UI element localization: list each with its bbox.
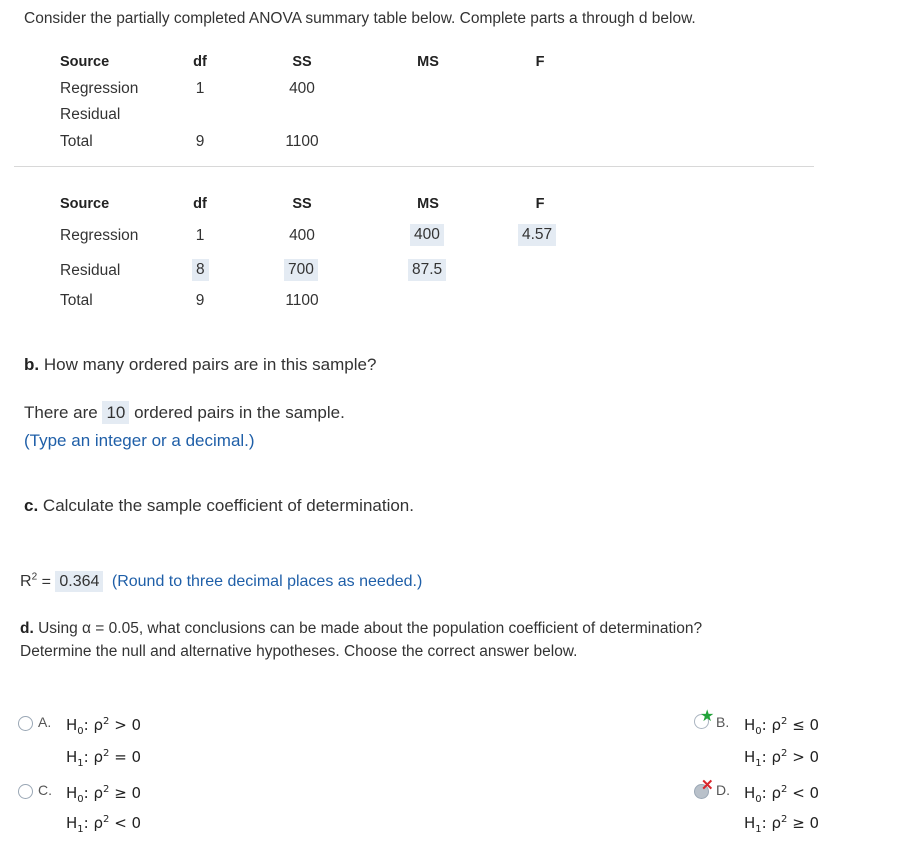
row-regression-df: 1 bbox=[195, 80, 205, 97]
option-c-h1: $H_1$: $\rho^2 < 0$ bbox=[66, 814, 142, 835]
header-source: Source bbox=[60, 196, 110, 212]
row-total-ss: 1100 bbox=[285, 133, 319, 150]
answer-ss-residual[interactable]: 700 bbox=[284, 259, 318, 281]
option-a-h0: $H_0$: $\rho^2 > 0$ bbox=[66, 716, 142, 737]
part-d-label: d. bbox=[20, 620, 34, 637]
part-d-line2: Determine the null and alternative hypotheses. Choose the correct answer below. bbox=[20, 643, 578, 660]
part-c-hint: (Round to three decimal places as needed.) bbox=[111, 573, 423, 591]
option-c-h0: $H_0$: $\rho^2 \ge 0$ bbox=[66, 784, 142, 805]
header-ms: MS bbox=[417, 196, 439, 212]
part-c-label: c. bbox=[24, 496, 39, 515]
radio-option-c[interactable] bbox=[18, 784, 33, 799]
correct-star-icon: ★ bbox=[700, 708, 715, 725]
row-total-df: 9 bbox=[195, 292, 205, 309]
option-a-letter: A. bbox=[38, 714, 52, 730]
option-d-h1: $H_1$: $\rho^2 \ge 0$ bbox=[744, 814, 820, 835]
answer-ms-residual[interactable]: 87.5 bbox=[408, 259, 446, 281]
option-a-h1: $H_1$: $\rho^2 = 0$ bbox=[66, 748, 142, 769]
header-f: F bbox=[535, 54, 545, 70]
header-df: df bbox=[193, 54, 207, 70]
row-regression-df: 1 bbox=[195, 227, 205, 244]
part-b-text: How many ordered pairs are in this sample? bbox=[43, 355, 377, 374]
option-b-h0: $H_0$: $\rho^2 \le 0$ bbox=[744, 716, 820, 737]
header-ss: SS bbox=[292, 54, 312, 70]
option-b-letter: B. bbox=[716, 714, 730, 730]
part-b-answer[interactable]: 10 bbox=[102, 401, 129, 424]
row-residual-source: Residual bbox=[60, 106, 121, 123]
header-ss: SS bbox=[292, 196, 312, 212]
part-c-answer-line bbox=[20, 572, 422, 591]
part-c-answer[interactable]: 0.364 bbox=[55, 571, 103, 592]
row-residual-source: Residual bbox=[60, 262, 121, 279]
row-total-ss: 1100 bbox=[285, 292, 319, 309]
option-c-letter: C. bbox=[38, 782, 52, 798]
part-b-question bbox=[24, 355, 376, 375]
option-d-h0: $H_0$: $\rho^2 < 0$ bbox=[744, 784, 820, 805]
divider bbox=[14, 166, 814, 167]
option-d-letter: D. bbox=[716, 782, 730, 798]
radio-option-a[interactable] bbox=[18, 716, 33, 731]
row-regression-source: Regression bbox=[60, 80, 139, 97]
r-squared-symbol: $R^2$ bbox=[20, 572, 38, 591]
part-b-hint: (Type an integer or a decimal.) bbox=[24, 431, 255, 450]
part-d-line1: Using α = 0.05, what conclusions can be made about the population coefficient of determination? bbox=[38, 620, 703, 637]
incorrect-x-icon: ✕ bbox=[701, 777, 714, 794]
answer-ms-regression[interactable]: 400 bbox=[410, 224, 444, 246]
header-source: Source bbox=[60, 54, 110, 70]
equals-sign: = bbox=[41, 573, 51, 591]
part-d-question bbox=[20, 620, 702, 638]
row-regression-source: Regression bbox=[60, 227, 139, 244]
part-c-text: Calculate the sample coefficient of determination. bbox=[42, 496, 414, 515]
part-b-prefix: There are bbox=[24, 403, 98, 422]
option-b-h1: $H_1$: $\rho^2 > 0$ bbox=[744, 748, 820, 769]
row-total-source: Total bbox=[60, 133, 93, 150]
row-total-source: Total bbox=[60, 292, 93, 309]
part-c-question bbox=[24, 496, 414, 516]
header-df: df bbox=[193, 196, 207, 212]
header-ms: MS bbox=[417, 54, 439, 70]
row-regression-ss: 400 bbox=[289, 227, 315, 244]
part-b-suffix: ordered pairs in the sample. bbox=[134, 403, 345, 422]
answer-f-regression[interactable]: 4.57 bbox=[518, 224, 556, 246]
part-b-answer-line bbox=[24, 403, 345, 423]
header-f: F bbox=[535, 196, 545, 212]
row-total-df: 9 bbox=[195, 133, 205, 150]
part-b-label: b. bbox=[24, 355, 40, 374]
row-regression-ss: 400 bbox=[289, 80, 315, 97]
answer-df-residual[interactable]: 8 bbox=[192, 259, 209, 281]
intro-text: Consider the partially completed ANOVA summary table below. Complete parts a through d below. bbox=[24, 10, 696, 27]
